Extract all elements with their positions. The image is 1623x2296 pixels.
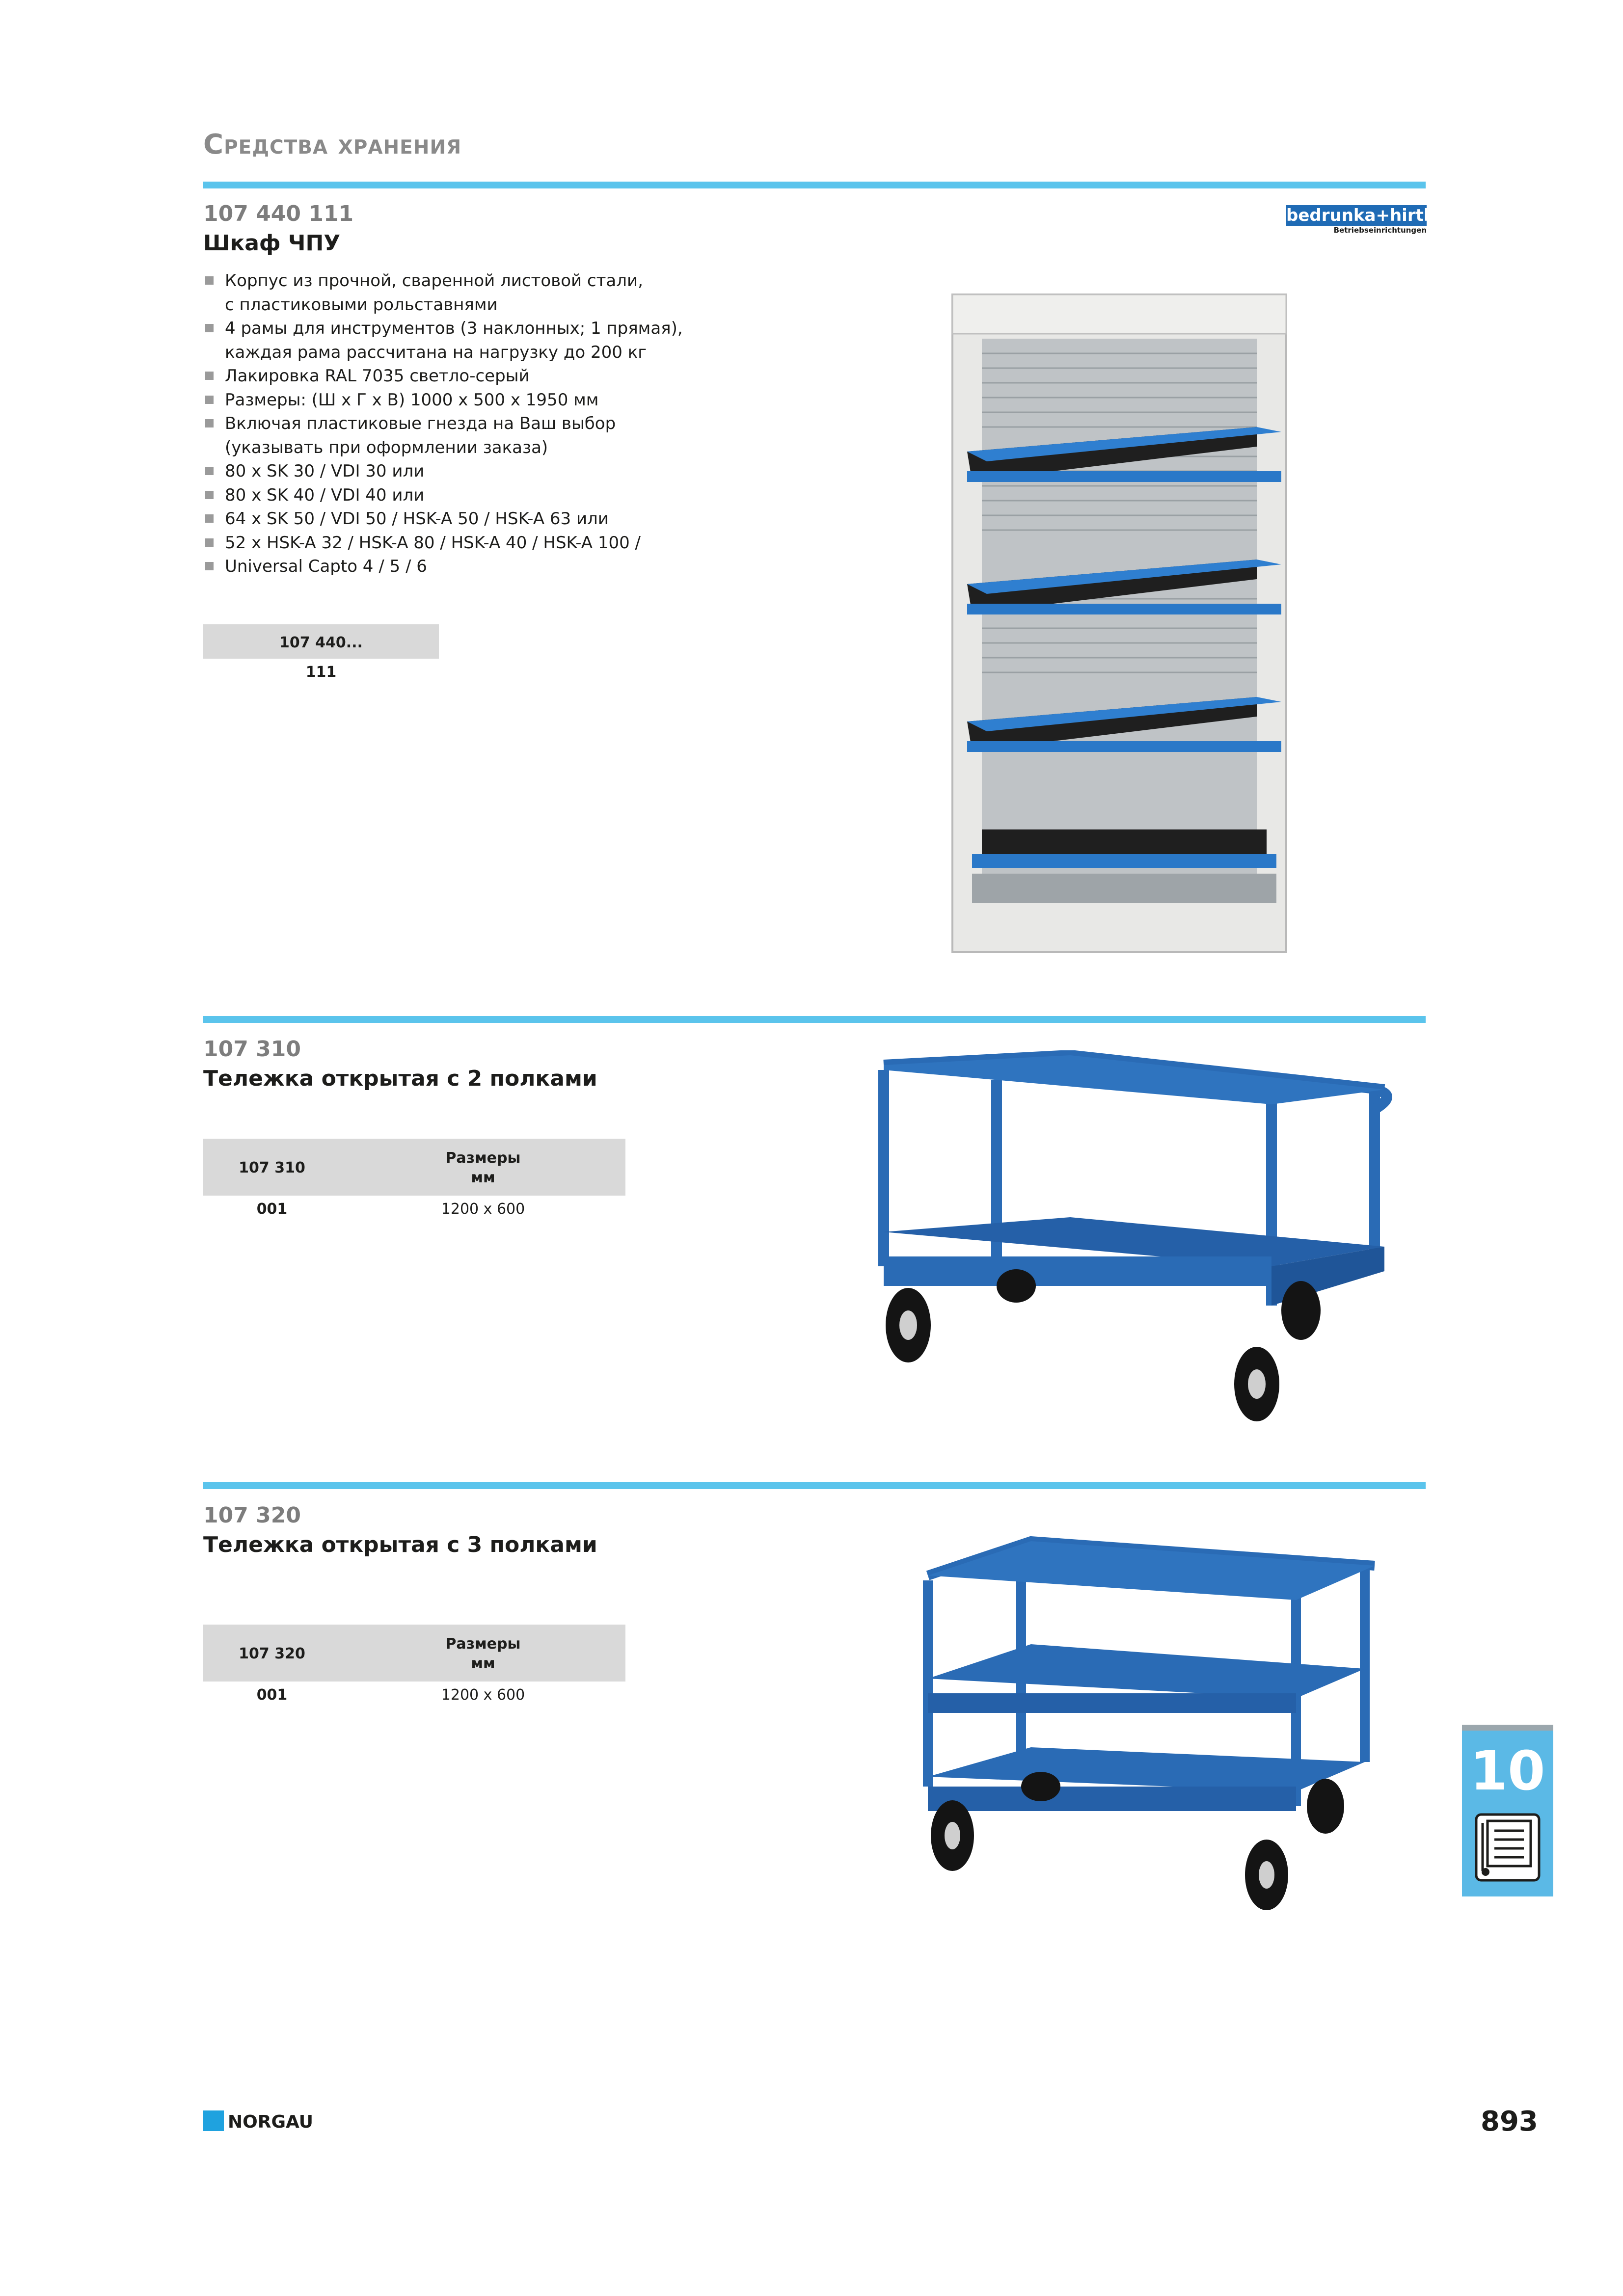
- table-cell: 001: [256, 1686, 288, 1704]
- feature-item: Universal Capto 4 / 5 / 6: [203, 555, 743, 579]
- product-name: Шкаф ЧПУ: [203, 231, 341, 256]
- feature-item: 80 x SK 40 / VDI 40 или: [203, 483, 743, 507]
- chapter-tab-top: [1462, 1725, 1553, 1731]
- feature-item: Корпус из прочной, сваренной листовой стали,: [203, 269, 743, 293]
- feature-item: 52 x HSK-A 32 / HSK-A 80 / HSK-A 40 / HSK-A 100 /: [203, 531, 743, 555]
- section-divider: [203, 182, 1426, 188]
- feature-item: Лакировка RAL 7035 светло-серый: [203, 364, 743, 388]
- section-divider: [203, 1482, 1426, 1489]
- table-header-cell: мм: [471, 1655, 495, 1672]
- article-number: 107 320: [203, 1503, 301, 1528]
- brand-logo: bedrunka+hirth: [1286, 206, 1436, 225]
- table-cell: 1200 x 600: [441, 1201, 525, 1218]
- feature-item: 80 х SK 30 / VDI 30 или: [203, 459, 743, 483]
- product-name: Тележка открытая с 2 полками: [203, 1066, 597, 1091]
- article-number: 107 440 111: [203, 201, 354, 226]
- table-header: [203, 1139, 625, 1196]
- feature-item: Включая пластиковые гнезда на Ваш выбор: [203, 412, 743, 436]
- trolley-2-shelves-image: [854, 1050, 1394, 1448]
- table-header-cell: 107 440...: [279, 634, 363, 651]
- table-header-cell: 107 320: [239, 1645, 305, 1662]
- cabinet-icon: [1475, 1813, 1541, 1882]
- table-header-cell: Размеры: [445, 1635, 521, 1653]
- section-divider: [203, 1016, 1426, 1023]
- table-header-cell: Размеры: [445, 1149, 521, 1167]
- feature-list: [203, 269, 743, 579]
- article-number: 107 310: [203, 1037, 301, 1062]
- table-cell: 111: [305, 664, 337, 681]
- table-header: [203, 624, 439, 659]
- table-header-cell: мм: [471, 1169, 495, 1186]
- table-cell: 1200 x 600: [441, 1686, 525, 1704]
- footer-brand: NORGAU: [228, 2112, 313, 2132]
- product-name: Тележка открытая с 3 полками: [203, 1532, 597, 1557]
- feature-item: 64 x SK 50 / VDI 50 / HSK-A 50 / HSK-A 63 или: [203, 507, 743, 531]
- cnc-cabinet-image: [943, 285, 1306, 962]
- table-header: [203, 1625, 625, 1682]
- feature-item: 4 рамы для инструментов (3 наклонных; 1 прямая),: [203, 317, 743, 341]
- feature-item: каждая рама рассчитана на нагрузку до 200 кг: [225, 342, 647, 362]
- feature-item: (указывать при оформлении заказа): [225, 437, 548, 457]
- feature-item: с пластиковыми рольставнями: [225, 294, 498, 315]
- feature-item: Размеры: (Ш х Г х В) 1000 х 500 х 1950 мм: [203, 388, 743, 412]
- table-header-cell: 107 310: [239, 1159, 305, 1176]
- page-title: Средства хранения: [203, 129, 462, 160]
- page-number: 893: [1481, 2106, 1538, 2137]
- trolley-3-shelves-image: [913, 1531, 1384, 1914]
- brand-square-logo: [203, 2110, 224, 2131]
- chapter-number: 10: [1470, 1739, 1545, 1802]
- brand-logo-subtitle: Betriebseinrichtungen: [1333, 226, 1427, 235]
- table-cell: 001: [256, 1201, 288, 1218]
